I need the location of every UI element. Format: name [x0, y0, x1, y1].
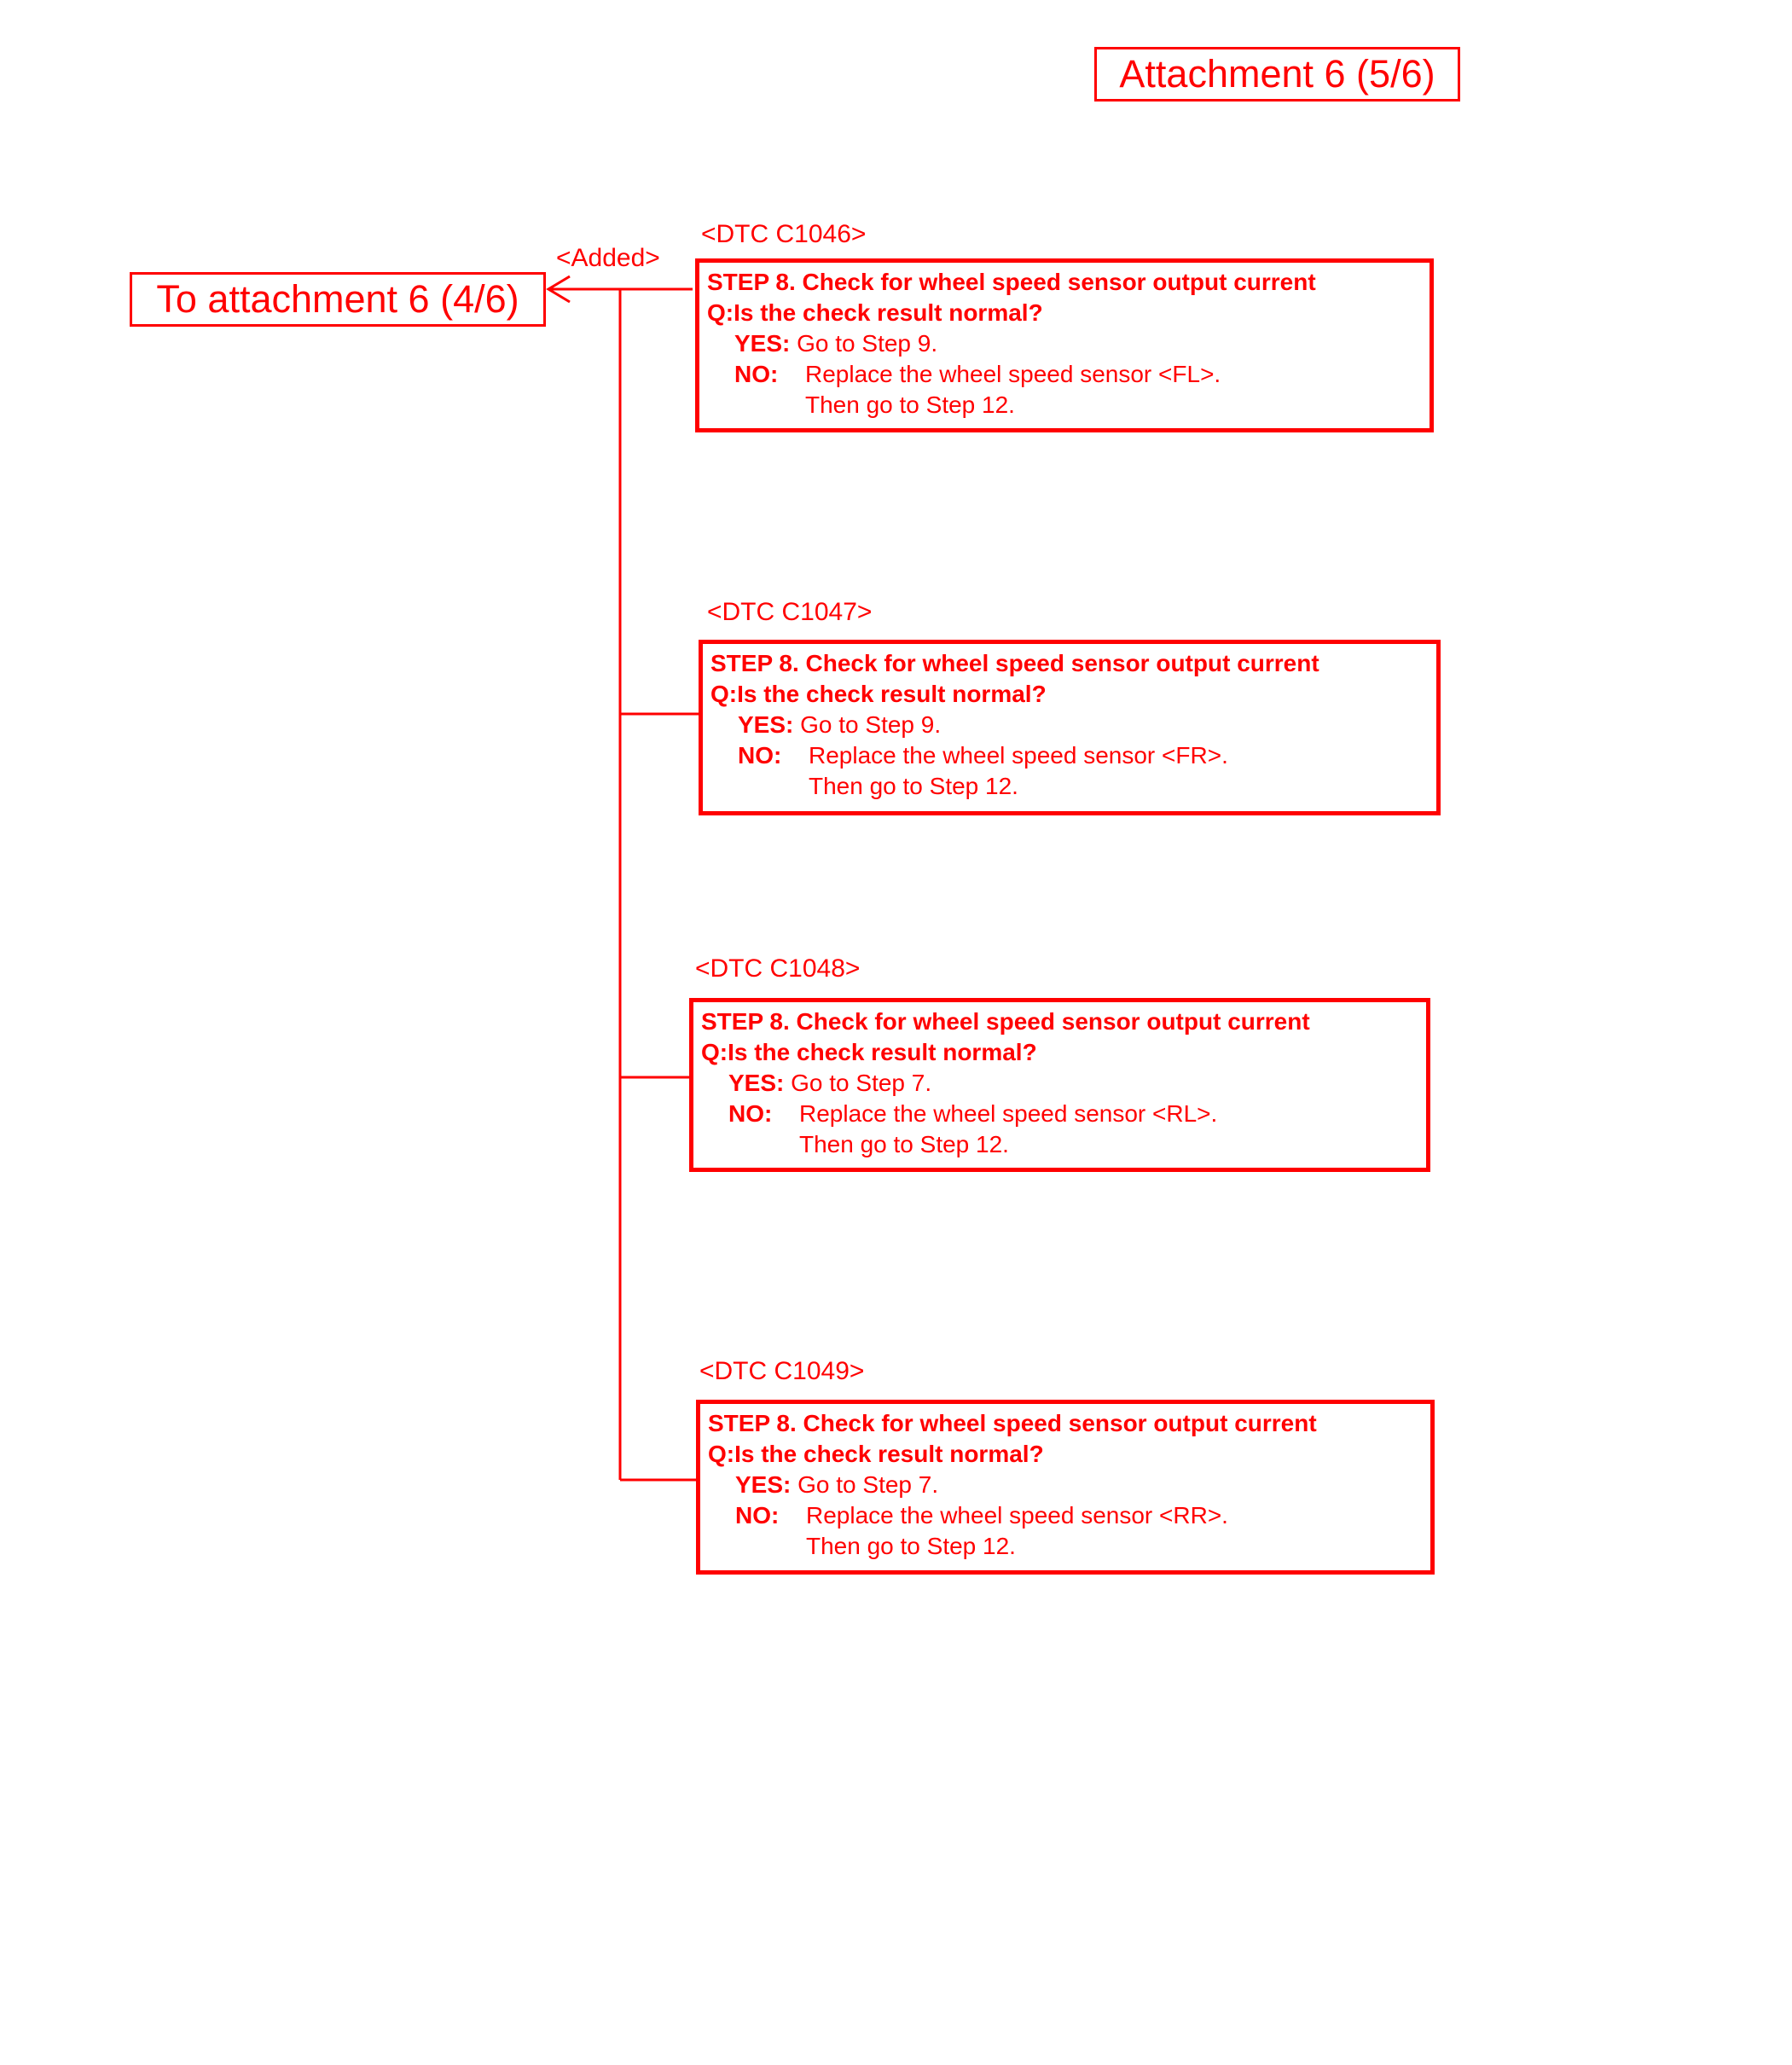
question: Q:Is the check result normal? [710, 681, 1047, 707]
no-label: NO: [728, 1100, 773, 1127]
step-title: STEP 8. Check for wheel speed sensor output current [701, 1008, 1310, 1035]
yes-row [701, 1068, 1426, 1099]
no-text: Replace the wheel speed sensor <RL>. [799, 1100, 1218, 1127]
step-title: STEP 8. Check for wheel speed sensor output current [707, 269, 1316, 295]
yes-label: YES: [728, 1070, 785, 1096]
no-text: Replace the wheel speed sensor <FR>. [809, 742, 1228, 769]
no-text: Replace the wheel speed sensor <RR>. [806, 1502, 1228, 1528]
no-row [707, 359, 1430, 390]
dtc-label-c1049: <DTC C1049> [699, 1357, 865, 1385]
then-text: Then go to Step 12. [805, 392, 1015, 418]
added-note: <Added> [556, 244, 660, 272]
yes-text: Go to Step 7. [797, 1471, 939, 1498]
yes-text: Go to Step 9. [800, 711, 942, 738]
yes-row [707, 328, 1430, 359]
step-box-c1049 [696, 1400, 1435, 1575]
attachment-page-label: Attachment 6 (5/6) [1094, 47, 1460, 102]
step-box-c1048 [689, 998, 1430, 1172]
no-label: NO: [734, 361, 779, 387]
yes-label: YES: [734, 330, 791, 357]
yes-label: YES: [735, 1471, 792, 1498]
dtc-label-c1047: <DTC C1047> [707, 598, 873, 626]
step-title: STEP 8. Check for wheel speed sensor output current [708, 1410, 1317, 1436]
no-row [701, 1099, 1426, 1129]
then-text: Then go to Step 12. [799, 1131, 1009, 1157]
question: Q:Is the check result normal? [707, 299, 1043, 326]
then-text: Then go to Step 12. [809, 773, 1018, 799]
step-title: STEP 8. Check for wheel speed sensor output current [710, 650, 1319, 676]
no-row [710, 740, 1436, 771]
yes-text: Go to Step 9. [797, 330, 938, 357]
to-attachment-link[interactable]: To attachment 6 (4/6) [130, 272, 546, 327]
no-row [708, 1500, 1430, 1531]
no-text: Replace the wheel speed sensor <FL>. [805, 361, 1221, 387]
no-label: NO: [738, 742, 782, 769]
question: Q:Is the check result normal? [701, 1039, 1037, 1065]
dtc-label-c1046: <DTC C1046> [701, 220, 867, 248]
then-text: Then go to Step 12. [806, 1533, 1016, 1559]
step-box-c1046 [695, 258, 1434, 432]
step-box-c1047 [699, 640, 1441, 815]
yes-row [708, 1470, 1430, 1500]
no-label: NO: [735, 1502, 780, 1528]
yes-row [710, 710, 1436, 740]
question: Q:Is the check result normal? [708, 1441, 1044, 1467]
dtc-label-c1048: <DTC C1048> [695, 954, 861, 983]
yes-text: Go to Step 7. [791, 1070, 932, 1096]
yes-label: YES: [738, 711, 794, 738]
